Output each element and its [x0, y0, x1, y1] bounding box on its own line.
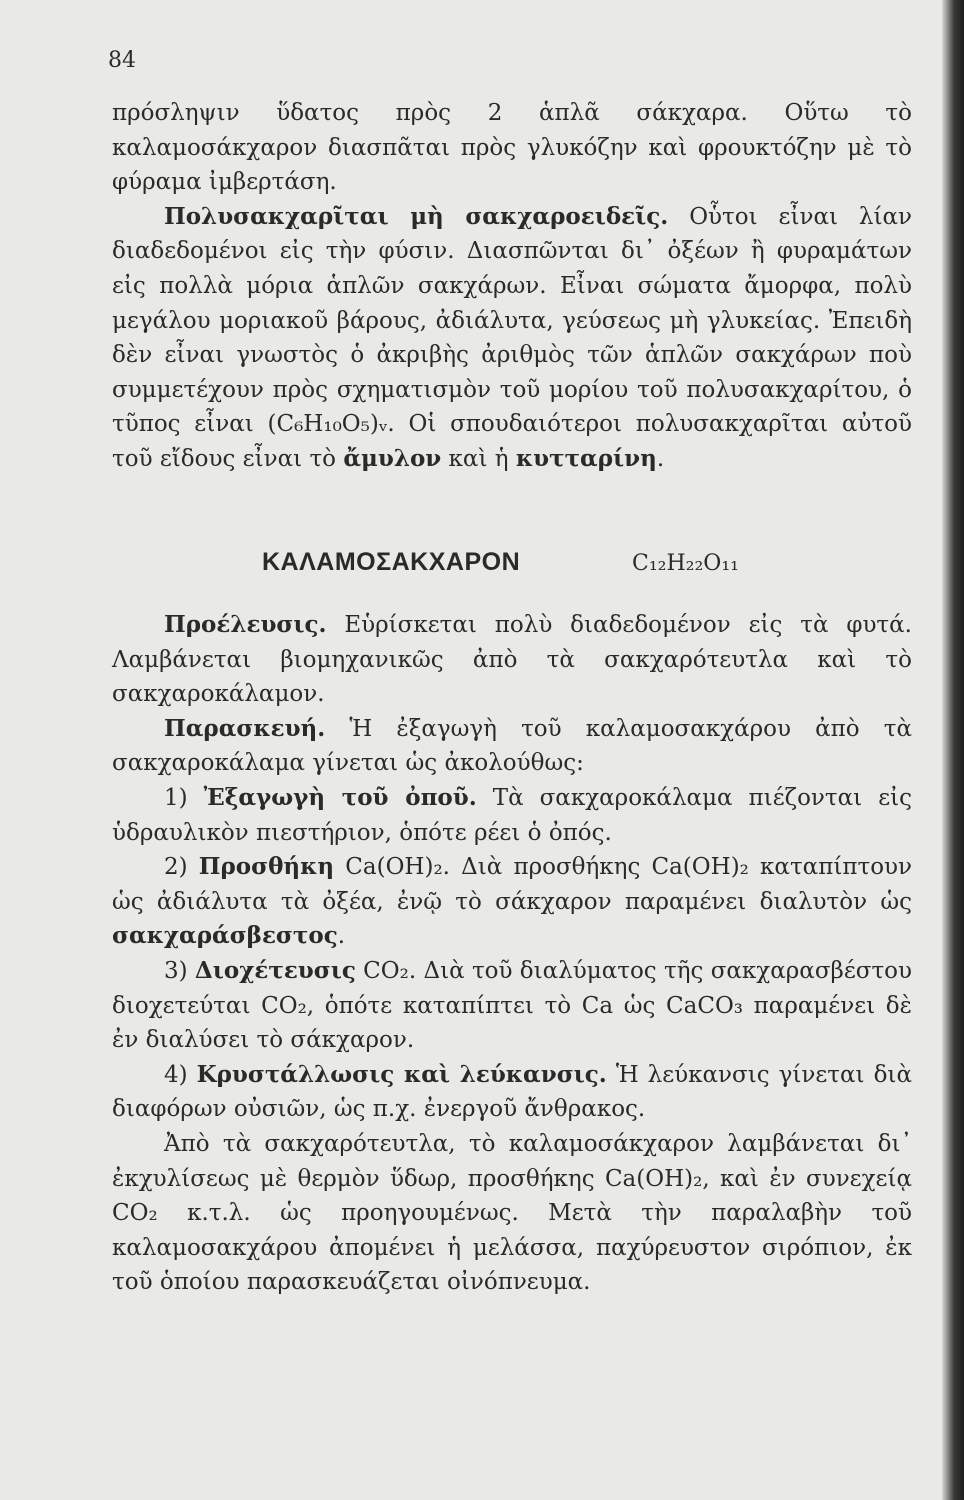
- bold-term: Παρασκευή.: [164, 714, 326, 742]
- text-run: Ca(OH)₂. Διὰ προσθήκης Ca(OH)₂ καταπίπτουν ὡς ἀδιάλυτα τὰ ὀξέα, ἐνῷ τὸ σάκχαρον παραμένει διαλυτὸν ὡς: [112, 854, 912, 915]
- text-run: Οὗτοι εἶναι λίαν διαδεδομένοι εἰς τὴν φύσιν. Διασπῶνται δι᾽ ὀξέων ἢ φυραμάτων εἰς πολλὰ μόρια ἁπλῶν σακχάρων. Εἶναι σώματα ἄμορφα, πολὺ μεγάλου μοριακοῦ βάρους, ἀδιάλυτα, γεύσεως μὴ γλυκείας. Ἐπειδὴ δὲν εἶναι γνωστὸς ὁ ἀκριβὴς ἀριθμὸς τῶν ἁπλῶν σακχάρων ποὺ συμμετέχουν πρὸς σχηματισμὸν τοῦ μορίου τοῦ πολυσακχαρίτου, ὁ τῦπος εἶναι: [112, 203, 913, 438]
- step-2: [112, 850, 912, 954]
- paragraph-final: Ἀπὸ τὰ σακχαρότευτλα, τὸ καλαμοσάκχαρον λαμβάνεται δι᾽ ἐκχυλίσεως μὲ θερμὸν ὕδωρ, προσθήκης Ca(OH)₂, καὶ ἐν συνεχείᾳ CO₂ κ.τ.λ. ὡς προηγουμένως. Μετὰ τὴν παραλαβὴν τοῦ καλαμοσακχάρου ἀπομένει ἡ μελάσσα, παχύρευστον σιρόπιον, ἐκ τοῦ ὁποίου παρασκευάζεται οἰνόπνευμα.: [112, 1130, 912, 1296]
- bold-term: κυτταρίνη: [515, 444, 657, 472]
- step-number: 3): [164, 957, 195, 984]
- paragraph-polysaccharides: [112, 200, 912, 477]
- bold-term: Προσθήκη: [198, 853, 335, 881]
- body-text-bottom: [112, 608, 912, 1300]
- body-text-top: [112, 96, 912, 477]
- text-run: Τὰ σακχαροκάλαμα πιέζονται εἰς ὑδραυλικὸν πιεστήριον, ὁπότε ρέει ὁ ὀπός.: [112, 784, 913, 846]
- text-run: .: [337, 923, 346, 950]
- bold-term: Πολυσακχαρῖται μὴ σακχαροειδεῖς.: [164, 202, 669, 230]
- bold-term: σακχαράσβεστος: [112, 922, 338, 950]
- step-number: 4): [164, 1061, 197, 1088]
- heading-formula: C₁₂H₂₂O₁₁: [632, 551, 739, 576]
- text-run: CO₂. Διὰ τοῦ διαλύματος τῆς σακχαρασβέστου διοχετεύται CO₂, ὁπότε καταπίπτει τὸ Ca ὡς CaCO₃ παραμένει δὲ ἐν διαλύσει τὸ σάκχαρον.: [112, 957, 912, 1054]
- step-4: [112, 1058, 912, 1127]
- formula-inline: (C₆H₁₀O₅)ᵥ.: [267, 411, 395, 438]
- paragraph-preparation: [112, 712, 912, 781]
- page-number: 84: [108, 48, 136, 73]
- bold-term: Ἐξαγωγὴ τοῦ ὀποῦ.: [203, 783, 477, 811]
- page-edge: [942, 0, 964, 1500]
- step-3: [112, 954, 912, 1058]
- section-heading: ΚΑΛΑΜΟΣΑΚΧΑΡΟΝ: [262, 548, 521, 576]
- bold-term: Προέλευσις.: [164, 611, 327, 638]
- paragraph: πρόσληψιν ὕδατος πρὸς 2 ἁπλᾶ σάκχαρα. Οὕτω τὸ καλαμοσάκχαρον διασπᾶται πρὸς γλυκόζην καὶ φρουκτόζην μὲ τὸ φύραμα ἰμβερτάση.: [112, 100, 912, 196]
- text-run: Ἡ λεύκανσις γίνεται διὰ διαφόρων οὐσιῶν, ὡς π.χ. ἐνεργοῦ ἄνθρακος.: [112, 1061, 912, 1123]
- step-number: 1): [164, 784, 204, 811]
- text-run: Οἱ σπουδαιότεροι πολυσακχαρῖται αὐτοῦ τοῦ εἴδους εἶναι τὸ: [112, 411, 912, 472]
- paragraph-origin: [112, 608, 912, 712]
- bold-term: Κρυστάλλωσις καὶ λεύκανσις.: [196, 1060, 607, 1088]
- step-1: [112, 781, 912, 850]
- text-run: Ἡ ἐξαγωγὴ τοῦ καλαμοσακχάρου ἀπὸ τὰ σακχαροκάλαμα γίνεται ὡς ἀκολούθως:: [112, 715, 912, 777]
- step-number: 2): [164, 854, 199, 881]
- text-run: .: [656, 445, 665, 472]
- bold-term: ἄμυλον: [343, 444, 442, 472]
- text-run: καὶ ἡ: [441, 445, 516, 472]
- bold-term: Διοχέτευσις: [194, 956, 356, 984]
- text-run: Εὑρίσκεται πολὺ διαδεδομένον εἰς τὰ φυτά. Λαμβάνεται βιομηχανικῶς ἀπὸ τὰ σακχαρότευτλα καὶ τὸ σακχαροκάλαμον.: [112, 612, 912, 708]
